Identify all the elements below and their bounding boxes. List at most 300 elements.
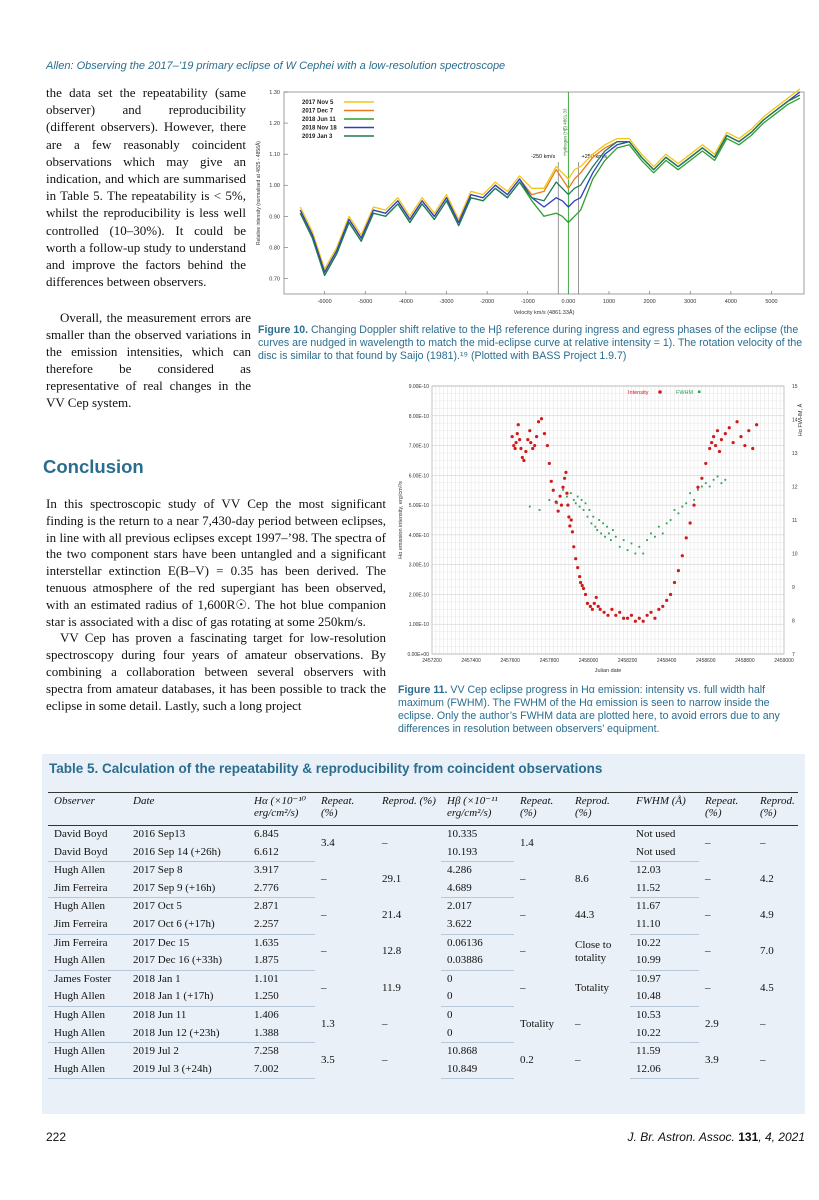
- table-row: [48, 1043, 798, 1061]
- x-tick-label: 2457800: [539, 658, 560, 664]
- table-cell: 0: [441, 1025, 514, 1043]
- intensity-point: [720, 438, 723, 441]
- y2-tick-label: 8: [792, 618, 795, 625]
- intensity-point: [677, 569, 680, 572]
- fwhm-point: [610, 539, 612, 541]
- table-cell: 2017 Sep 9 (+16h): [127, 880, 248, 898]
- table-cell: –: [382, 837, 388, 850]
- journal-citation: [560, 1130, 805, 1144]
- table-cell: –: [382, 1053, 388, 1066]
- table-row: [48, 1006, 798, 1024]
- table-cell: 12.06: [630, 1061, 699, 1079]
- table-cell: Hugh Allen: [54, 1008, 106, 1021]
- intensity-point: [521, 456, 524, 459]
- fwhm-point: [583, 509, 585, 511]
- x-tick-label: 4000: [724, 299, 737, 305]
- col-header: Repeat. (%): [315, 793, 376, 826]
- intensity-point: [700, 477, 703, 480]
- y-tick-label: 2.00E-10: [408, 592, 429, 599]
- table-cell: –: [705, 909, 711, 922]
- y2-tick-label: 12: [792, 484, 798, 491]
- y-tick-label: 1.00: [269, 183, 280, 190]
- intensity-point: [557, 509, 560, 512]
- intensity-point: [657, 608, 660, 611]
- intensity-point: [724, 432, 727, 435]
- fwhm-point: [701, 486, 703, 488]
- fwhm-point: [674, 509, 676, 511]
- x-tick-label: 2458000: [578, 658, 599, 664]
- y-axis-label: Hα emission intensity, erg/cm²/s: [398, 481, 404, 559]
- y-tick-label: 1.20: [269, 121, 280, 128]
- fwhm-point: [634, 553, 636, 555]
- table-cell: 2017 Oct 5: [133, 900, 182, 913]
- y-tick-label: 5.00E-10: [408, 503, 429, 510]
- intensity-point: [528, 429, 531, 432]
- intensity-point: [597, 605, 600, 608]
- intensity-point: [578, 575, 581, 578]
- intensity-point: [732, 441, 735, 444]
- table-cell: 4.286: [447, 864, 472, 877]
- fwhm-point: [575, 502, 577, 504]
- table-cell: –: [760, 1053, 766, 1066]
- fwhm-point: [579, 506, 581, 508]
- intensity-point: [747, 429, 750, 432]
- col-header: Reprod. (%): [376, 793, 441, 826]
- x-tick-label: 2459000: [774, 658, 794, 664]
- fwhm-point: [709, 486, 711, 488]
- table-cell: 6.845: [254, 828, 279, 840]
- table-cell: 2.017: [447, 900, 472, 913]
- fwhm-point: [566, 496, 568, 498]
- fwhm-point: [594, 526, 596, 528]
- table-cell: Hugh Allen: [54, 864, 106, 877]
- table-cell: 2017 Oct 6 (+17h): [127, 916, 248, 934]
- conclusion-heading: Conclusion: [43, 456, 144, 477]
- legend-fwhm-label: FWHM: [676, 390, 694, 396]
- table-cell: Hugh Allen: [54, 900, 106, 913]
- intensity-point: [519, 447, 522, 450]
- table-cell: James Foster: [54, 972, 112, 985]
- x-tick-label: 2457400: [461, 658, 481, 664]
- table-cell: –: [321, 872, 327, 885]
- overall-paragraph: Overall, the measurement errors are smaller than the observed variations in the emission intensities, which can therefore be considered as representative of real changes in the VV Cep system.: [46, 310, 251, 410]
- table-cell: 10.97: [636, 972, 661, 985]
- intensity-point: [535, 435, 538, 438]
- table-cell: –: [321, 909, 327, 922]
- fwhm-point: [685, 502, 687, 504]
- table-cell: 2017 Dec 15: [133, 936, 190, 949]
- table-cell: 10.868: [447, 1045, 478, 1058]
- x-tick-label: -2000: [480, 299, 495, 305]
- fwhm-point: [529, 506, 531, 508]
- fwhm-point: [556, 502, 558, 504]
- table-cell: 1.635: [254, 936, 279, 949]
- table-cell: 44.3: [575, 909, 595, 922]
- intensity-point: [618, 611, 621, 614]
- table-cell: 2019 Jul 2: [133, 1045, 179, 1058]
- table-cell: 4.689: [441, 880, 514, 898]
- col-header: Hα (×10⁻¹⁰ erg/cm²/s): [248, 793, 315, 826]
- figure-11-chart: [398, 378, 808, 680]
- fwhm-point: [666, 522, 668, 524]
- y2-tick-label: 9: [792, 585, 795, 591]
- col-header: Date: [127, 793, 248, 826]
- table-cell: 12.03: [636, 864, 661, 877]
- intensity-point: [584, 593, 587, 596]
- table-cell: 21.4: [382, 909, 402, 922]
- table-cell: 2.871: [254, 900, 279, 913]
- x-tick-label: -3000: [439, 299, 454, 305]
- intensity-point: [673, 581, 676, 584]
- intensity-point: [567, 515, 570, 518]
- intensity-point: [606, 614, 609, 617]
- intensity-point: [739, 435, 742, 438]
- table-cell: 8.6: [575, 873, 589, 886]
- intensity-point: [516, 432, 519, 435]
- col-header: FWHM (Å): [630, 793, 699, 826]
- intensity-point: [653, 617, 656, 620]
- intensity-point: [514, 441, 517, 444]
- table-cell: 2017 Sep 8: [133, 864, 183, 877]
- col-header: Repeat. (%): [514, 793, 569, 826]
- table-cell: 1.3: [321, 1017, 335, 1030]
- fwhm-point: [670, 519, 672, 521]
- x-tick-label: 2458200: [617, 658, 638, 664]
- intensity-point: [714, 444, 717, 447]
- table-cell: 2017 Dec 16 (+33h): [127, 952, 248, 970]
- legend-fwhm-marker: [698, 391, 701, 394]
- y-tick-label: 0.70: [269, 276, 280, 283]
- table-cell: –: [575, 1018, 581, 1031]
- intensity-point: [665, 599, 668, 602]
- fwhm-point: [631, 543, 633, 545]
- intensity-point: [685, 536, 688, 539]
- y-tick-label: 0.80: [269, 245, 280, 252]
- table-cell: 3.622: [441, 916, 514, 934]
- table-5: [48, 792, 798, 1079]
- table-cell: Hugh Allen: [48, 952, 127, 970]
- fwhm-point: [589, 509, 591, 511]
- intensity-point: [642, 620, 645, 623]
- intensity-point: [550, 480, 553, 483]
- intensity-point: [561, 486, 564, 489]
- table-cell: Hugh Allen: [48, 1061, 127, 1079]
- table-cell: –: [705, 872, 711, 885]
- intensity-point: [638, 617, 641, 620]
- table-row: [48, 862, 798, 880]
- table-cell: 3.4: [321, 837, 335, 850]
- intensity-point: [681, 554, 684, 557]
- y-tick-label: 4.00E-10: [408, 532, 429, 539]
- table-row: [48, 970, 798, 988]
- intensity-point: [614, 614, 617, 617]
- table-cell: 10.99: [630, 952, 699, 970]
- table-cell: –: [520, 945, 526, 958]
- fwhm-point: [539, 509, 541, 511]
- fwhm-point: [585, 502, 587, 504]
- table-cell: 0.03886: [441, 952, 514, 970]
- figure-11-label: Figure 11.: [398, 684, 448, 696]
- legend-label: 2018 Nov 18: [302, 125, 337, 132]
- table-cell: 29.1: [382, 872, 402, 885]
- annotation-hydrogen: Hydrogen (Hβ) 4861.33: [562, 108, 568, 156]
- intensity-point: [692, 504, 695, 507]
- table-cell: –: [705, 837, 711, 850]
- journal-issue: , 4, 2021: [758, 1130, 805, 1144]
- intensity-point: [582, 587, 585, 590]
- x-tick-label: -5000: [358, 299, 373, 305]
- fwhm-point: [623, 539, 625, 541]
- intensity-point: [563, 477, 566, 480]
- x-tick-label: 2458600: [696, 658, 716, 664]
- table-cell: David Boyd: [54, 828, 108, 840]
- table-5-title: Table 5. Calculation of the repeatability & reproducibility from coincident observations: [49, 761, 603, 776]
- running-head: Allen: Observing the 2017–’19 primary eclipse of W Cephei with a low-resolution spectroscope: [46, 60, 506, 72]
- table-row: [48, 898, 798, 916]
- fwhm-point: [619, 546, 621, 548]
- fwhm-point: [581, 499, 583, 501]
- table-cell: Hugh Allen: [54, 1045, 106, 1058]
- intensity-point: [517, 423, 520, 426]
- y2-tick-label: 7: [792, 652, 795, 658]
- annotation-minus-250: -250 km/s: [531, 154, 556, 160]
- table-cell: 3.9: [705, 1053, 719, 1066]
- table-cell: 0.2: [520, 1053, 534, 1066]
- table-cell: –: [382, 1017, 388, 1030]
- table-cell: 2.776: [248, 880, 315, 898]
- fwhm-point: [587, 516, 589, 518]
- legend-label: 2018 Jun 11: [302, 117, 336, 123]
- x-tick-label: 1000: [602, 299, 616, 305]
- table-cell: 3.917: [254, 864, 279, 877]
- fwhm-point: [654, 536, 656, 538]
- intensity-point: [576, 566, 579, 569]
- table-cell: 6.612: [248, 844, 315, 862]
- intensity-point: [622, 617, 625, 620]
- table-cell: 1.4: [520, 837, 534, 850]
- fwhm-point: [697, 489, 699, 491]
- fwhm-point: [590, 522, 592, 524]
- col-header: Hβ (×10⁻¹¹ erg/cm²/s): [441, 793, 514, 826]
- table-cell: Jim Ferreira: [48, 880, 127, 898]
- figure-10-chart: [252, 86, 808, 322]
- intensity-point: [579, 581, 582, 584]
- intensity-point: [595, 596, 598, 599]
- y2-tick-label: 11: [792, 518, 798, 524]
- table-cell: 2.9: [705, 1017, 719, 1030]
- intensity-point: [571, 530, 574, 533]
- fwhm-point: [705, 482, 707, 484]
- fwhm-point: [577, 496, 579, 498]
- figure-10-caption: [258, 324, 806, 363]
- legend-intensity-marker: [658, 390, 662, 394]
- intensity-point: [512, 444, 515, 447]
- table-cell: Totality: [520, 1017, 555, 1030]
- intensity-point: [526, 438, 529, 441]
- table-cell: –: [321, 981, 327, 994]
- journal-volume: 131: [738, 1130, 759, 1144]
- x-tick-label: 2458800: [735, 658, 755, 664]
- intensity-point: [718, 450, 721, 453]
- table-cell: 7.002: [248, 1061, 315, 1079]
- fwhm-point: [562, 489, 564, 491]
- overall-paragraph-box: [46, 309, 251, 411]
- intensity-point: [669, 593, 672, 596]
- intensity-point: [568, 524, 571, 527]
- intensity-point: [704, 462, 707, 465]
- fwhm-point: [721, 482, 723, 484]
- fwhm-point: [606, 526, 608, 528]
- intensity-point: [589, 605, 592, 608]
- fwhm-point: [646, 539, 648, 541]
- table-cell: 4.2: [760, 872, 774, 885]
- legend-intensity-label: Intensity: [628, 390, 649, 396]
- table-cell: 7.0: [760, 945, 774, 958]
- table-cell: 2018 Jan 1 (+17h): [127, 988, 248, 1006]
- intensity-point: [566, 504, 569, 507]
- intensity-point: [518, 438, 521, 441]
- fwhm-point: [713, 479, 715, 481]
- x-axis-label: Velocity km/s (4861.33Å): [513, 310, 575, 316]
- col-header: Repeat. (%): [699, 793, 754, 826]
- table-cell: 4.5: [760, 981, 774, 994]
- table-cell: –: [520, 981, 526, 994]
- plot-frame: [284, 92, 804, 294]
- fwhm-point: [724, 479, 726, 481]
- legend-label: 2017 Nov 5: [302, 100, 334, 106]
- intensity-point: [529, 441, 532, 444]
- intensity-point: [689, 521, 692, 524]
- table-cell: 11.52: [630, 880, 699, 898]
- x-tick-label: -6000: [317, 299, 332, 305]
- y-tick-label: 0.90: [269, 214, 280, 221]
- intensity-point: [696, 486, 699, 489]
- fwhm-point: [615, 536, 617, 538]
- table-cell: 2018 Jan 1: [133, 972, 181, 985]
- figure-10-label: Figure 10.: [258, 324, 309, 336]
- conclusion-paragraph-1: In this spectroscopic study of VV Cep the most significant finding is the return to a near 7,430-day period between eclipses, in line with all previous eclipses except 1997–’98. The spectra of the two component stars have been untangled and a significant interstellar extinction E(B–V) = 0.35 has been derived. The tenuous atmosphere of the red supergiant has been observed, with an estimated radius of 1,600R☉. The hot blue companion star is associated with a disc of gas rotating at some 250km/s.: [46, 496, 386, 629]
- intensity-point: [540, 417, 543, 420]
- fwhm-point: [548, 499, 550, 501]
- table-cell: Jim Ferreira: [54, 936, 108, 949]
- intensity-point: [743, 444, 746, 447]
- table-cell: 1.388: [248, 1025, 315, 1043]
- table-cell: 0: [447, 972, 453, 985]
- intensity-point: [511, 435, 514, 438]
- intensity-point: [649, 611, 652, 614]
- table-cell: –: [760, 1017, 766, 1030]
- table-cell: 2018 Jun 11: [133, 1008, 187, 1021]
- intensity-point: [564, 471, 567, 474]
- table-cell: –: [705, 981, 711, 994]
- y2-axis-label: Hα FWHM, Å: [798, 403, 804, 437]
- y-tick-label: 6.00E-10: [408, 473, 429, 480]
- intensity-point: [533, 444, 536, 447]
- figure-11-caption-text: VV Cep eclipse progress in Hα emission: intensity vs. full width half maximum (FWHM). The FWHM of the Hα emission is seen to narrow inside the eclipse. Only the author’s FWHM data are plotted here, to avoid errors due to any differences in resolution between observers’ equipment.: [398, 684, 780, 735]
- table-cell: Not used: [630, 844, 699, 862]
- table-cell: 2018 Jun 12 (+23h): [127, 1025, 248, 1043]
- fwhm-point: [681, 506, 683, 508]
- fwhm-point: [638, 546, 640, 548]
- intensity-point: [610, 608, 613, 611]
- x-tick-label: 0.000: [561, 299, 576, 305]
- fwhm-point: [592, 516, 594, 518]
- intensity-point: [716, 429, 719, 432]
- fwhm-point: [642, 553, 644, 555]
- intensity-point: [552, 489, 555, 492]
- y-tick-label: 0.00E+00: [407, 652, 429, 658]
- table-cell: –: [520, 872, 526, 885]
- table-cell: –: [705, 945, 711, 958]
- intensity-point: [591, 608, 594, 611]
- intensity-point: [602, 611, 605, 614]
- fwhm-point: [662, 533, 664, 535]
- table-cell: 1.101: [254, 972, 279, 985]
- fwhm-point: [596, 529, 598, 531]
- intensity-point: [593, 602, 596, 605]
- table-cell: 10.335: [447, 828, 478, 840]
- intensity-point: [531, 447, 534, 450]
- col-header: Reprod. (%): [569, 793, 630, 826]
- intensity-point: [712, 435, 715, 438]
- intensity-point: [710, 441, 713, 444]
- conclusion-paragraph-2: VV Cep has proven a fascinating target for low-resolution spectroscopy during four years of amateur observations. By combining a collaboration between several observers with spectra from amateur databases, it has been possible to track the eclipse in some detail. Lastly, such a long project: [46, 630, 386, 713]
- intensity-point: [570, 518, 573, 521]
- fwhm-point: [693, 499, 695, 501]
- intensity-point: [581, 584, 584, 587]
- x-tick-label: -4000: [398, 299, 413, 305]
- intensity-point: [560, 504, 563, 507]
- table-cell: Not used: [636, 828, 676, 840]
- y-tick-label: 1.10: [269, 152, 280, 159]
- y-axis-label: Relative intensity (normalised at 4825 - 4856Å): [256, 141, 262, 245]
- fwhm-point: [604, 536, 606, 538]
- fwhm-point: [658, 526, 660, 528]
- table-cell: Jim Ferreira: [48, 916, 127, 934]
- intensity-point: [708, 447, 711, 450]
- intensity-point: [735, 420, 738, 423]
- figure-10-caption-text: Changing Doppler shift relative to the Hβ reference during ingress and egress phases of the eclipse (the curves are nudged in wavelength to match the mid-eclipse curve at relative intensity = 1). The rotation velocity of the disc is similar to that found by Saijo (1981).¹⁹ (Plotted with BASS Project 1.9.7): [258, 324, 803, 362]
- intensity-point: [514, 447, 517, 450]
- table-cell: 11.59: [636, 1045, 661, 1058]
- fwhm-point: [598, 519, 600, 521]
- y2-tick-label: 14: [792, 417, 798, 424]
- y2-tick-label: 15: [792, 384, 798, 390]
- table-cell: 1.875: [248, 952, 315, 970]
- fwhm-point: [650, 533, 652, 535]
- table-cell: 10.193: [441, 844, 514, 862]
- intensity-point: [755, 423, 758, 426]
- intensity-point: [522, 459, 525, 462]
- y-tick-label: 3.00E-10: [408, 562, 429, 569]
- intensity-point: [751, 447, 754, 450]
- table-cell: 10.849: [441, 1061, 514, 1079]
- table-cell: 2019 Jul 3 (+24h): [127, 1061, 248, 1079]
- intensity-point: [524, 450, 527, 453]
- intensity-point: [565, 492, 568, 495]
- y-tick-label: 1.30: [269, 90, 280, 96]
- table-cell: 2016 Sep 14 (+26h): [127, 844, 248, 862]
- left-column-paragraph: the data set the repeatability (same observer) and reproducibility (different observers). However, there are a few reasonably coincident observations which may give an indication, and which are summarised in Table 5. The repeatability is < 5%, whilst the reproducibility is less well controlled (10–30%). It could be worth a follow-up study to understand and improve the factors behind the differences between observers.: [46, 85, 246, 290]
- table-row: [48, 826, 798, 844]
- x-tick-label: 5000: [765, 299, 778, 305]
- x-tick-label: -1000: [520, 299, 535, 305]
- intensity-point: [548, 462, 551, 465]
- table-cell: 10.22: [636, 936, 661, 949]
- figure-11-caption: [398, 684, 806, 736]
- intensity-point: [626, 617, 629, 620]
- intensity-point: [661, 605, 664, 608]
